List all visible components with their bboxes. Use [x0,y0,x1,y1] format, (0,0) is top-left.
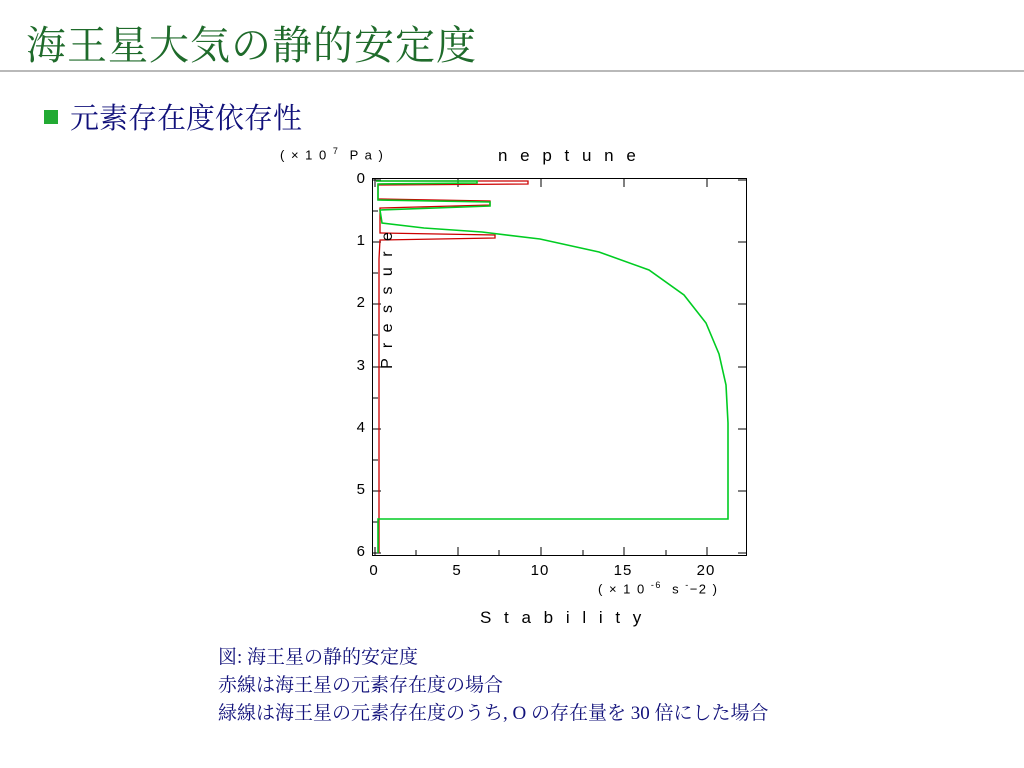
series-red [376,181,528,553]
x-tick-label: 20 [696,562,716,579]
series-green [376,181,728,553]
x-tick-label: 10 [530,562,550,579]
bullet-square-icon [44,110,58,124]
x-tick-label: 0 [369,562,379,579]
plot-area [372,178,747,556]
x-tick-label: 15 [613,562,633,579]
plot-svg [373,179,746,555]
y-tick-label: 5 [356,481,366,498]
title-divider [0,70,1024,72]
y-axis-unit: ( × 1 0 $^7$ P a ) [280,146,385,163]
bullet-label: 元素存在度依存性 [70,103,303,135]
figure-caption [218,644,768,728]
y-tick-label: 2 [356,294,366,311]
chart-title: n e p t u n e [498,146,640,165]
y-tick-label: 0 [356,170,366,187]
x-tick-label: 5 [452,562,462,579]
y-tick-label: 1 [356,232,366,249]
y-tick-label: 6 [356,543,366,560]
y-axis-label: P r e s s u r e [378,229,396,369]
caption-line-1: 図: 海王星の静的安定度 [218,647,419,668]
caption-line-3: 緑線は海王星の元素存在度のうち, O の存在量を 30 倍にした場合 [218,703,769,724]
y-tick-label: 4 [356,419,366,436]
tick-marks [373,179,746,555]
x-axis-label: S t a b i l i t y [480,608,646,627]
bullet-row [44,96,302,137]
x-axis-unit: ( × 1 0 $^{-6}$ s -−2 ) [598,580,719,597]
caption-line-2: 赤線は海王星の元素存在度の場合 [218,675,504,696]
page-title: 海王星大気の静的安定度 [26,23,477,68]
figure [250,140,810,640]
y-tick-label: 3 [356,357,366,374]
